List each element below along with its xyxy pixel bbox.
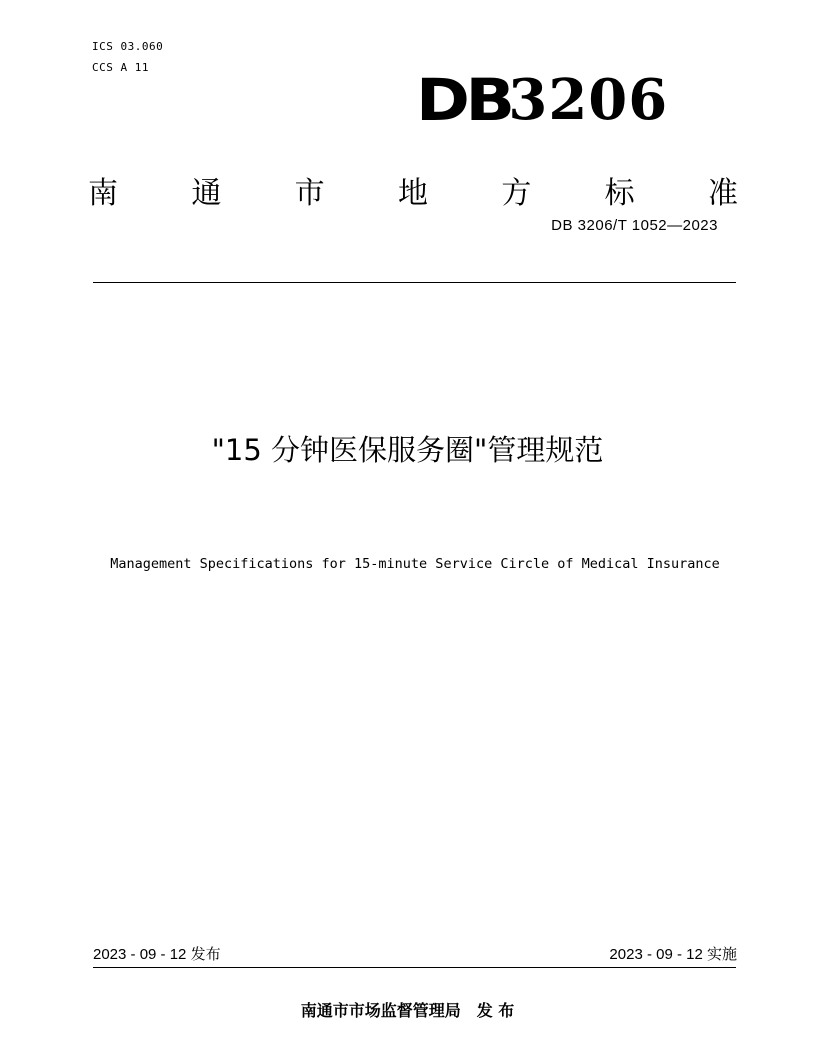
ics-code: ICS 03.060: [92, 40, 164, 53]
standard-type-char: 标: [604, 176, 635, 211]
standard-mark-prefix: DB: [416, 66, 511, 134]
standard-type-heading: [88, 174, 738, 214]
standard-mark: [416, 68, 668, 132]
top-divider: [93, 282, 736, 283]
standard-type-char: 市: [294, 176, 325, 211]
bottom-divider: [93, 967, 736, 968]
standard-mark-number: 3206: [508, 67, 669, 133]
standard-type-char: 南: [88, 176, 118, 211]
issue-date: 2023 - 09 - 12 发布: [93, 946, 221, 963]
ccs-code: CCS A 11: [92, 61, 149, 74]
standard-type-char: 通: [191, 176, 222, 211]
standard-type-char: 地: [397, 176, 428, 211]
document-title-en: Management Specifications for 15-minute Service Circle of Medical Insurance: [110, 556, 720, 572]
document-title-zh: "15 分钟医保服务圈"管理规范: [211, 433, 604, 467]
standard-type-char: 准: [707, 176, 738, 211]
issuing-authority: 南通市市场监督管理局 发 布: [300, 1001, 515, 1020]
implementation-date: 2023 - 09 - 12 实施: [609, 946, 737, 963]
standard-type-char: 方: [501, 176, 532, 211]
standard-code: DB 3206/T 1052—2023: [551, 217, 718, 234]
